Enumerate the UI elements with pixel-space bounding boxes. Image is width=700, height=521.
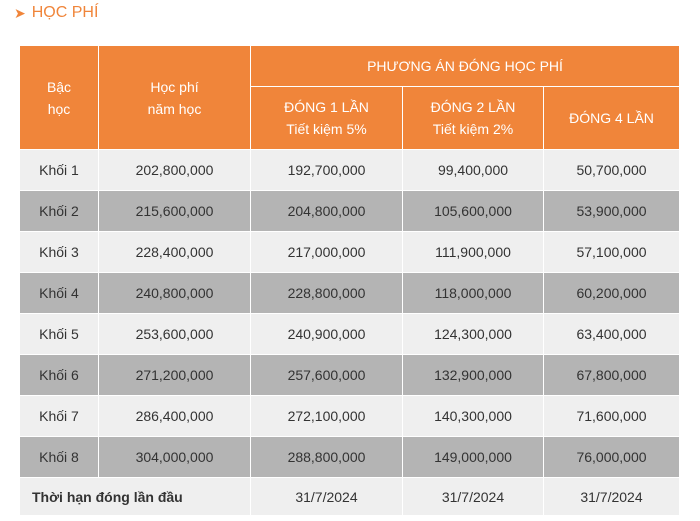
cell-plan-4: 71,600,000 [544,396,680,437]
cell-plan-1: 240,900,000 [251,314,403,355]
cell-annual: 202,800,000 [99,150,251,191]
cell-grade: Khối 5 [20,314,99,355]
cell-plan-2: 105,600,000 [403,191,544,232]
section-heading-text: HỌC PHÍ [31,4,99,21]
cell-plan-2: 132,900,000 [403,355,544,396]
cell-grade: Khối 4 [20,273,99,314]
cell-plan-2: 111,900,000 [403,232,544,273]
cell-plan-4: 60,200,000 [544,273,680,314]
arrow-icon: ➤ [14,4,26,21]
cell-annual: 253,600,000 [99,314,251,355]
cell-plan-1: 192,700,000 [251,150,403,191]
table-row [20,191,680,232]
cell-grade: Khối 8 [20,437,99,478]
cell-plan-1: 288,800,000 [251,437,403,478]
header-level: Bậc học [20,46,99,150]
cell-plan-1: 272,100,000 [251,396,403,437]
footer-plan-2-deadline: 31/7/2024 [403,478,544,516]
table-row [20,437,680,478]
header-payment-plans: PHƯƠNG ÁN ĐÓNG HỌC PHÍ [251,46,680,87]
cell-plan-4: 67,800,000 [544,355,680,396]
tuition-table [19,45,680,516]
cell-plan-1: 228,800,000 [251,273,403,314]
cell-annual: 286,400,000 [99,396,251,437]
cell-plan-2: 149,000,000 [403,437,544,478]
header-annual-fee: Học phí năm học [99,46,251,150]
cell-annual: 240,800,000 [99,273,251,314]
table-row [20,150,680,191]
footer-plan-1-deadline: 31/7/2024 [251,478,403,516]
cell-grade: Khối 7 [20,396,99,437]
cell-plan-2: 124,300,000 [403,314,544,355]
table-row [20,396,680,437]
cell-annual: 271,200,000 [99,355,251,396]
cell-plan-4: 50,700,000 [544,150,680,191]
cell-plan-4: 63,400,000 [544,314,680,355]
header-plan-1: ĐÓNG 1 LẦN Tiết kiệm 5% [251,87,403,150]
cell-plan-4: 53,900,000 [544,191,680,232]
table-footer-row [20,478,680,516]
cell-plan-1: 204,800,000 [251,191,403,232]
header-plan-4: ĐÓNG 4 LẦN [544,87,680,150]
cell-annual: 228,400,000 [99,232,251,273]
table-row [20,273,680,314]
cell-plan-2: 118,000,000 [403,273,544,314]
cell-plan-4: 57,100,000 [544,232,680,273]
cell-annual: 215,600,000 [99,191,251,232]
cell-plan-2: 140,300,000 [403,396,544,437]
cell-grade: Khối 3 [20,232,99,273]
table-row [20,314,680,355]
header-plan-2: ĐÓNG 2 LẦN Tiết kiệm 2% [403,87,544,150]
cell-grade: Khối 6 [20,355,99,396]
cell-annual: 304,000,000 [99,437,251,478]
cell-plan-4: 76,000,000 [544,437,680,478]
section-heading [14,3,98,23]
cell-grade: Khối 2 [20,191,99,232]
cell-plan-1: 217,000,000 [251,232,403,273]
cell-grade: Khối 1 [20,150,99,191]
table-row [20,232,680,273]
table-row [20,355,680,396]
footer-label: Thời hạn đóng lần đầu [20,478,251,516]
cell-plan-1: 257,600,000 [251,355,403,396]
footer-plan-4-deadline: 31/7/2024 [544,478,680,516]
cell-plan-2: 99,400,000 [403,150,544,191]
